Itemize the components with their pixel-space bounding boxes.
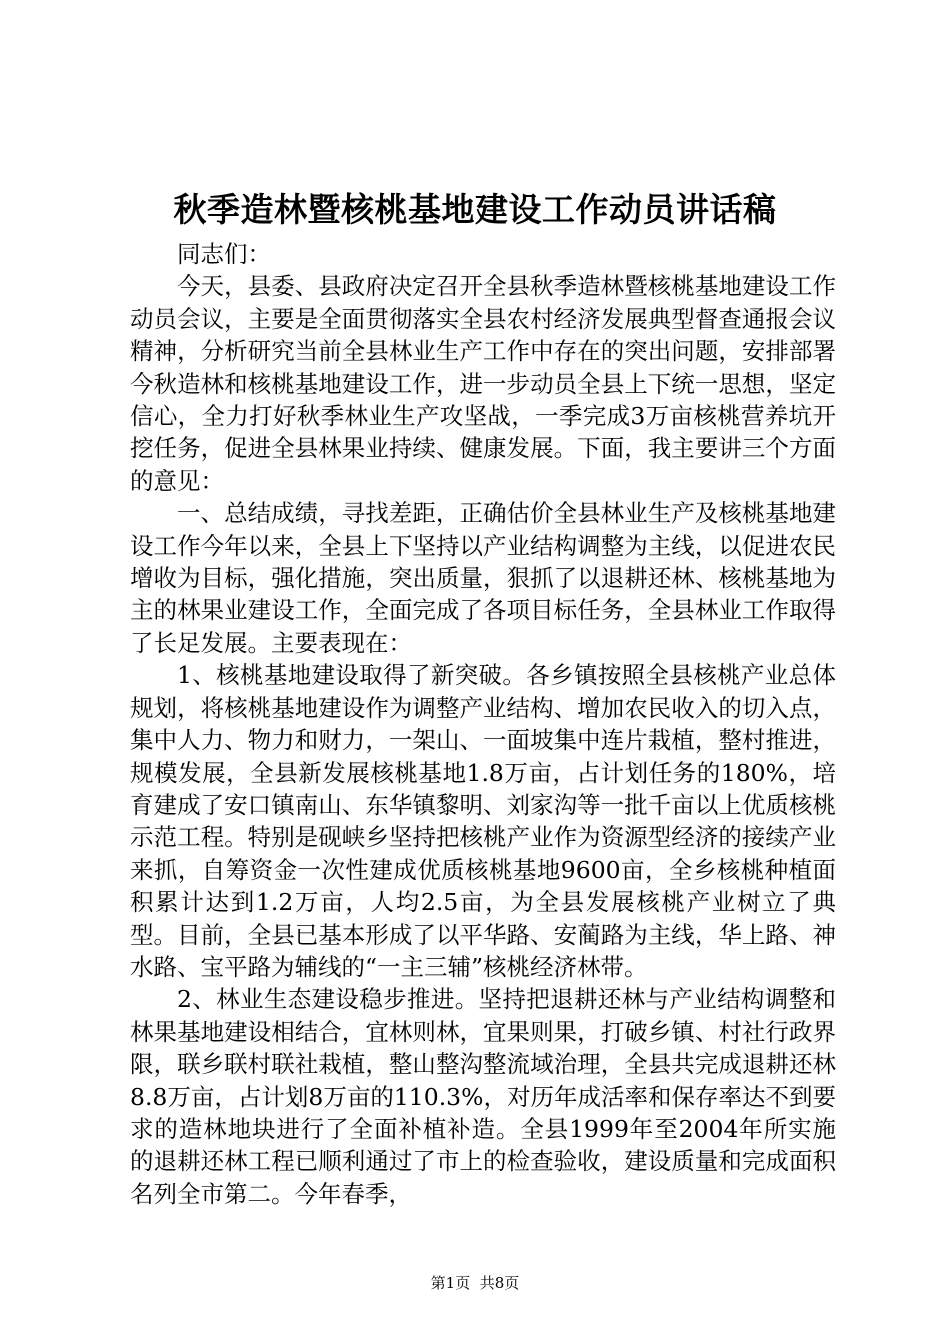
page-footer	[0, 1273, 950, 1293]
point-two-paragraph: 2、林业生态建设稳步推进。坚持把退耕还林与产业结构调整和林果基地建设相结合，宜林则林，宜果则果，打破乡镇、村社行政界限，联乡联村联社栽植，整山整沟整流域治理，全县共完成退耕还林8.8万亩，占计划8万亩的110.3%，对历年成活率和保存率达不到要求的造林地块进行了全面补植补造。全县1999年至2004年所实施的退耕还林工程已顺利通过了市上的检查验收，建设质量和完成面积名列全市第二。今年春季，	[130, 985, 836, 1208]
page-number: 第1页	[430, 1274, 471, 1292]
salutation-paragraph: 同志们：	[177, 240, 271, 268]
point-one-paragraph: 1、核桃基地建设取得了新突破。各乡镇按照全县核桃产业总体规划，将核桃基地建设作为调整产业结构、增加农民收入的切入点，集中人力、物力和财力，一架山、一面坡集中连片栽植，整村推进，规模发展，全县新发展核桃基地1.8万亩，占计划任务的180%，培育建成了安口镇南山、东华镇黎明、刘家沟等一批千亩以上优质核桃示范工程。特别是砚峡乡坚持把核桃产业作为资源型经济的接续产业来抓，自筹资金一次性建成优质核桃基地9600亩，全乡核桃种植面积累计达到1.2万亩，人均2.5亩，为全县发展核桃产业树立了典型。目前，全县已基本形成了以平华路、安蔺路为主线，华上路、神水路、宝平路为辅线的“一主三辅”核桃经济林带。	[130, 661, 836, 981]
intro-paragraph: 今天，县委、县政府决定召开全县秋季造林暨核桃基地建设工作动员会议，主要是全面贯彻落实全县农村经济发展典型督查通报会议精神，分析研究当前全县林业生产工作中存在的突出问题，安排部署今秋造林和核桃基地建设工作，进一步动员全县上下统一思想，坚定信心，全力打好秋季林业生产攻坚战，一季完成3万亩核桃营养坑开挖任务，促进全县林果业持续、健康发展。下面，我主要讲三个方面的意见：	[130, 272, 836, 495]
document-title: 秋季造林暨核桃基地建设工作动员讲话稿	[173, 190, 777, 229]
page-total: 共8页	[479, 1274, 520, 1292]
document-body	[130, 238, 836, 1210]
footer-spacer	[470, 1274, 480, 1292]
section-one-paragraph: 一、总结成绩，寻找差距，正确估价全县林业生产及核桃基地建设工作今年以来，全县上下坚持以产业结构调整为主线，以促进农民增收为目标，强化措施，突出质量，狠抓了以退耕还林、核桃基地为主的林果业建设工作，全面完成了各项目标任务，全县林业工作取得了长足发展。主要表现在：	[130, 499, 836, 657]
